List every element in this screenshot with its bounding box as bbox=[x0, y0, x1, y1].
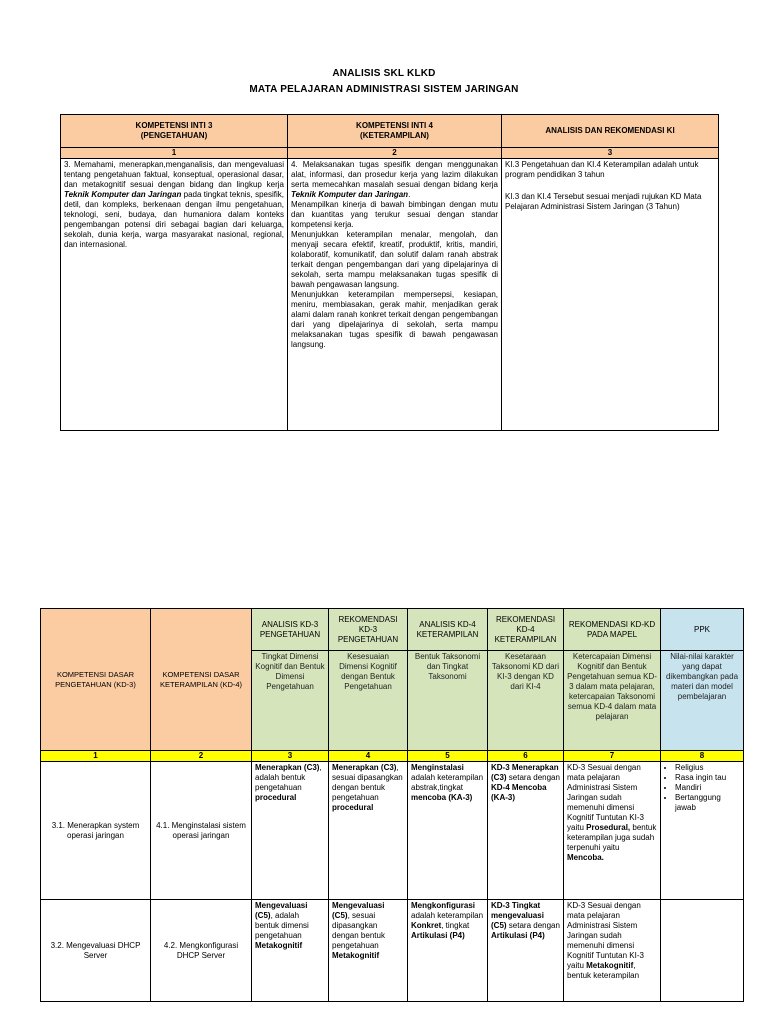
rekomendasi-kd3-cell: Menerapkan (C3), sesuai dipasangkan dengan bentuk pengetahuan procedural bbox=[329, 762, 408, 900]
header-kd4: KOMPETENSI DASAR KETERAMPILAN (KD-4) bbox=[151, 609, 252, 751]
col-number: 4 bbox=[329, 751, 408, 762]
kd4-cell: 4.2. Mengkonfigurasi DHCP Server bbox=[151, 900, 252, 1002]
ki-analysis-table bbox=[60, 114, 719, 431]
kd-analysis-table bbox=[40, 608, 744, 1002]
kd4-cell: 4.1. Menginstalasi sistem operasi jaringan bbox=[151, 762, 252, 900]
list-item: • Mandiri bbox=[675, 783, 740, 793]
header-ppk: PPK bbox=[661, 609, 744, 651]
analisis-kd3-cell: Mengevaluasi (C5), adalah bentuk dimensi pengetahuan Metakognitif bbox=[252, 900, 329, 1002]
analisis-kd4-cell: Mengkonfigurasi adalah keterampilan Konkret, tingkat Artikulasi (P4) bbox=[408, 900, 488, 1002]
col-number: 3 bbox=[502, 148, 719, 159]
list-item: • Bertanggung jawab bbox=[675, 793, 740, 813]
analisis-kd4-cell: Menginstalasi adalah keterampilan abstrak,tingkat mencoba (KA-3) bbox=[408, 762, 488, 900]
kd3-cell: 3.2. Mengevaluasi DHCP Server bbox=[41, 900, 151, 1002]
list-item: • Religius bbox=[675, 763, 740, 773]
ki4-cell: 4. Melaksanakan tugas spesifik dengan menggunakan alat, informasi, dan prosedur kerja yang lazim dilakukan serta memecahkan masalah sesuai dengan bidang kerja Teknik Komputer dan Jaringan. Menampilkan kinerja di bawah bimbingan dengan mutu dan kuantitas yang terukur sesuai dengan standar kompetensi kerja. Menunjukkan keterampilan menalar, mengolah, dan menyaji secara efektif, kreatif, produktif, kritis, mandiri, kolaboratif, komunikatif, dan solutif dalam ranah abstrak terkait dengan pengembangan dari yang dipelajarinya di sekolah, serta mampu melaksanakan tugas spesifik di bawah pengawasan langsung. Menunjukkan keterampilan mempersepsi, kesiapan, meniru, membiasakan, gerak mahir, menjadikan gerak alami dalam ranah konkret terkait dengan pengembangan dari yang dipelajarinya di sekolah, serta mampu melaksanakan tugas spesifik di bawah pengawasan langsung. bbox=[288, 159, 502, 431]
list-item: • Rasa ingin tau bbox=[675, 773, 740, 783]
header-kd3: KOMPETENSI DASAR PENGETAHUAN (KD-3) bbox=[41, 609, 151, 751]
header-ki4: KOMPETENSI INTI 4 (KETERAMPILAN) bbox=[288, 115, 502, 148]
header-analisis-kd3: ANALISIS KD-3 PENGETAHUAN bbox=[252, 609, 329, 651]
col-number: 2 bbox=[151, 751, 252, 762]
analisis-kd3-cell: Menerapkan (C3), adalah bentuk pengetahuan procedural bbox=[252, 762, 329, 900]
subheader-6: Kesetaraan Taksonomi KD dari KI-3 dengan KD dari KI-4 bbox=[488, 651, 564, 751]
col-number: 1 bbox=[41, 751, 151, 762]
table-row bbox=[41, 900, 744, 1002]
header-rekomendasi-kd3: REKOMENDASI KD-3 PENGETAHUAN bbox=[329, 609, 408, 651]
col-number: 1 bbox=[61, 148, 288, 159]
rekomendasi-mapel-cell: KD-3 Sesuai dengan mata pelajaran Administrasi Sistem Jaringan sudah memenuhi dimensi Kognitif Tuntutan KI-3 yaitu Prosedural, bentuk keterampilan juga sudah terpenuhi yaitu Mencoba. bbox=[564, 762, 661, 900]
col-number: 6 bbox=[488, 751, 564, 762]
col-number: 7 bbox=[564, 751, 661, 762]
col-number: 2 bbox=[288, 148, 502, 159]
subheader-3: Tingkat Dimensi Kognitif dan Bentuk Dimensi Pengetahuan bbox=[252, 651, 329, 751]
document-subtitle: MATA PELAJARAN ADMINISTRASI SISTEM JARINGAN bbox=[249, 84, 519, 95]
subheader-5: Bentuk Taksonomi dan Tingkat Taksonomi bbox=[408, 651, 488, 751]
kd3-cell: 3.1. Menerapkan system operasi jaringan bbox=[41, 762, 151, 900]
document-title: ANALISIS SKL KLKD bbox=[332, 68, 436, 79]
header-rekomendasi-kd4: REKOMENDASI KD-4 KETERAMPILAN bbox=[488, 609, 564, 651]
header-analisis-kd4: ANALISIS KD-4 KETERAMPILAN bbox=[408, 609, 488, 651]
header-rekomendasi-mapel: REKOMENDASI KD-KD PADA MAPEL bbox=[564, 609, 661, 651]
subheader-7: Ketercapaian Dimensi Kognitif dan Bentuk Pengetahuan semua KD-3 dalam mata pelajaran, ketercapaian Taksonomi semua KD-4 dalam mata pelajaran bbox=[564, 651, 661, 751]
ppk-cell bbox=[661, 900, 744, 1002]
ppk-list bbox=[664, 763, 740, 813]
rekomendasi-mapel-cell: KD-3 Sesuai dengan mata pelajaran Administrasi Sistem Jaringan sudah memenuhi dimensi Kognitif Tuntutan KI-3 yaitu Metakognitif, bentuk keterampilan bbox=[564, 900, 661, 1002]
ki3-cell: 3. Memahami, menerapkan,menganalisis, dan mengevaluasi tentang pengetahuan faktual, konseptual, operasional dasar, dan metakognitif sesuai dengan bidang dan lingkup kerja Teknik Komputer dan Jaringan pada tingkat teknis, spesifik, detil, dan kompleks, berkenaan dengan ilmu pengetahuan, teknologi, seni, budaya, dan humaniora dalam konteks pengembangan potensi diri sebagai bagian dari keluarga, sekolah, dunia kerja, warga masyarakat nasional, regional, dan internasional. bbox=[61, 159, 288, 431]
rekomendasi-kd4-cell: KD-3 Tingkat mengevaluasi (C5) setara dengan Artikulasi (P4) bbox=[488, 900, 564, 1002]
analisis-cell: KI.3 Pengetahuan dan KI.4 Keterampilan adalah untuk program pendidikan 3 tahun KI.3 dan KI.4 Tersebut sesuai menjadi rujukan KD Mata Pelajaran Administrasi Sistem Jaringan (3 Tahun) bbox=[502, 159, 719, 431]
rekomendasi-kd3-cell: Mengevaluasi (C5), sesuai dipasangkan dengan bentuk pengetahuan Metakognitif bbox=[329, 900, 408, 1002]
rekomendasi-kd4-cell: KD-3 Menerapkan (C3) setara dengan KD-4 Mencoba (KA-3) bbox=[488, 762, 564, 900]
subheader-4: Kesesuaian Dimensi Kognitif dengan Bentuk Pengetahuan bbox=[329, 651, 408, 751]
subheader-8: Nilai-nilai karakter yang dapat dikembangkan pada materi dan model pembelajaran bbox=[661, 651, 744, 751]
col-number: 8 bbox=[661, 751, 744, 762]
col-number: 5 bbox=[408, 751, 488, 762]
col-number: 3 bbox=[252, 751, 329, 762]
header-ki3: KOMPETENSI INTI 3 (PENGETAHUAN) bbox=[61, 115, 288, 148]
header-analisis: ANALISIS DAN REKOMENDASI KI bbox=[502, 115, 719, 148]
ppk-cell bbox=[661, 762, 744, 900]
table-row bbox=[41, 762, 744, 900]
